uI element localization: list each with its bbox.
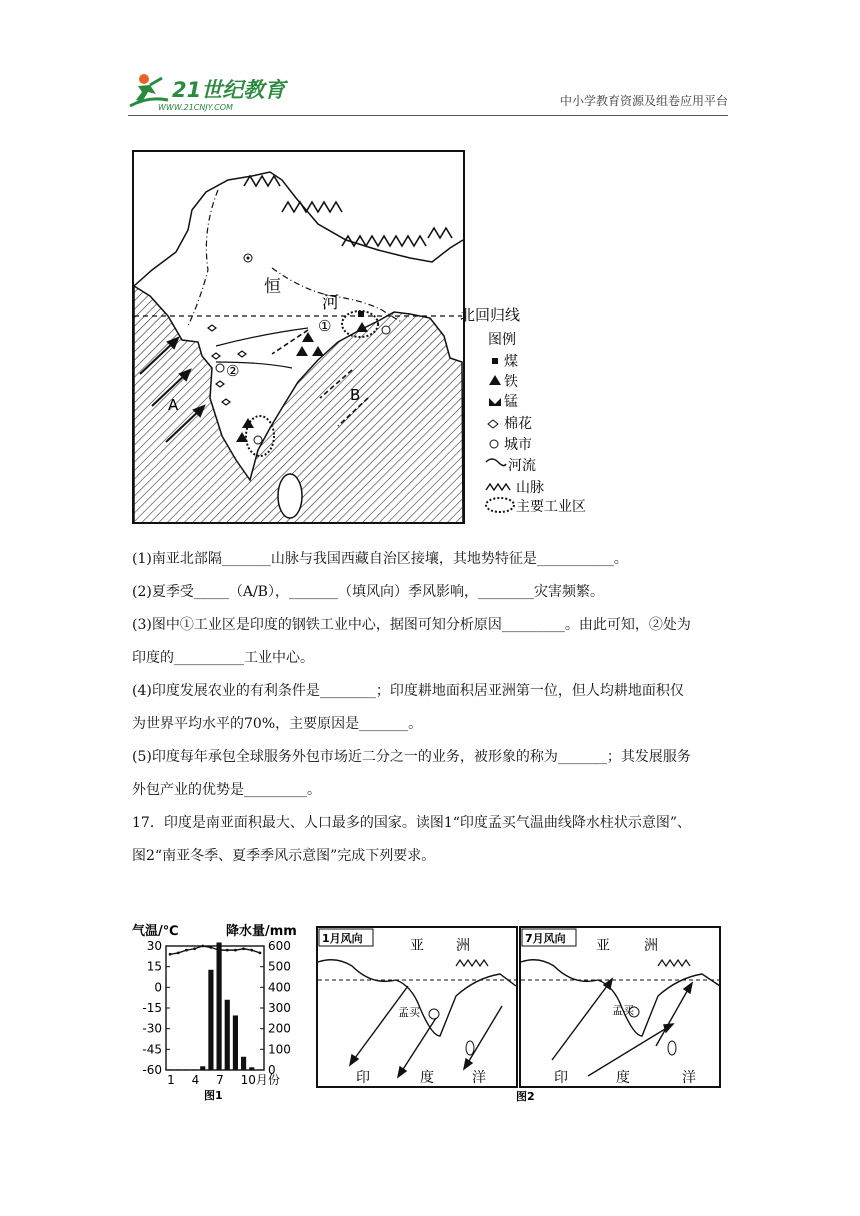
site-logo bbox=[128, 70, 298, 114]
monsoon-maps bbox=[316, 926, 722, 1102]
header-divider bbox=[128, 115, 728, 116]
question-5-line-2: 外包产业的优势是_________。 bbox=[132, 782, 321, 798]
precip-bar-4 bbox=[192, 1069, 197, 1070]
precip-bar-1 bbox=[168, 1069, 173, 1070]
jan-city-label: 孟买 bbox=[398, 1006, 420, 1019]
temp-tick-label: -30 bbox=[142, 1021, 162, 1036]
temperature-line bbox=[170, 946, 260, 954]
precip-axis-label: 降水量/mm bbox=[226, 924, 297, 939]
precip-bar-8 bbox=[225, 1000, 230, 1070]
jul-city-label: 孟买 bbox=[612, 1004, 634, 1017]
page-header bbox=[128, 64, 728, 116]
temperature-point-5 bbox=[201, 945, 204, 948]
temperature-point-1 bbox=[169, 953, 172, 956]
temperature-point-11 bbox=[250, 949, 253, 952]
january-map bbox=[317, 927, 517, 1087]
month-label: 10月份 bbox=[240, 1073, 280, 1087]
legend-coal: 煤 bbox=[504, 354, 518, 370]
precip-tick-label: 0 bbox=[268, 1063, 276, 1077]
july-map bbox=[520, 927, 720, 1087]
runner-icon bbox=[130, 74, 168, 106]
precip-tick-label: 100 bbox=[268, 1042, 291, 1057]
temperature-point-4 bbox=[193, 947, 196, 950]
jan-mumbai-symbol bbox=[429, 1009, 439, 1019]
map-legend bbox=[486, 332, 586, 515]
temp-tick-label: 15 bbox=[146, 959, 162, 974]
legend-cotton: 棉花 bbox=[504, 416, 532, 432]
temp-tick-label: 0 bbox=[154, 980, 162, 995]
legend-industrial: 主要工业区 bbox=[516, 499, 586, 515]
precip-tick-label: 600 bbox=[268, 939, 291, 953]
figure-2-caption: 图2 bbox=[516, 1090, 535, 1102]
legend-river: 河流 bbox=[508, 458, 536, 474]
plot-frame bbox=[166, 946, 264, 1070]
tropic-label: 北回归线 bbox=[460, 306, 521, 324]
jul-ocean-1: 印 bbox=[554, 1070, 568, 1086]
temperature-point-2 bbox=[177, 951, 180, 954]
legend-city: 城市 bbox=[504, 437, 532, 453]
jan-ocean-2: 度 bbox=[420, 1070, 434, 1086]
platform-name: 中小学教育资源及组卷应用平台 bbox=[559, 94, 728, 108]
question-4-line-1: (4)印度发展农业的有利条件是________；印度耕地面积居亚洲第一位，但人均耕地面积仅 bbox=[132, 683, 684, 699]
jul-ocean-3: 洋 bbox=[682, 1070, 696, 1086]
question-5-line-1: (5)印度每年承包全球服务外包市场近二分之一的业务，被形象的称为_______；其发展服务 bbox=[132, 749, 691, 765]
legend-mountain: 山脉 bbox=[516, 480, 544, 496]
temp-tick-label: 30 bbox=[146, 939, 162, 953]
precip-bar-3 bbox=[184, 1069, 189, 1070]
question-3-line-2: 印度的__________工业中心。 bbox=[132, 650, 314, 666]
precip-tick-label: 400 bbox=[268, 980, 291, 995]
question-17-line-1: 17．印度是南亚面积最大、人口最多的国家。读图1“印度孟买气温曲线降水柱状示意图”、 bbox=[132, 815, 692, 831]
legend-title: 图例 bbox=[488, 332, 516, 348]
south-asia-map bbox=[132, 150, 612, 526]
arrow-b-label: B bbox=[350, 386, 361, 404]
figure-1-caption: 图1 bbox=[204, 1089, 223, 1102]
precip-bar-5 bbox=[200, 1066, 205, 1070]
precip-bar-12 bbox=[257, 1069, 262, 1070]
precip-bar-2 bbox=[176, 1069, 181, 1070]
month-label: 4 bbox=[191, 1073, 200, 1087]
temp-tick-label: -45 bbox=[142, 1042, 162, 1057]
question-2: (2)夏季受_____（A/B），_______（填风向）季风影响，________灾害频繁。 bbox=[132, 584, 604, 600]
temperature-point-6 bbox=[210, 946, 213, 949]
temperature-point-7 bbox=[218, 949, 221, 952]
question-3-line-1: (3)图中①工业区是印度的钢铁工业中心，据图可知分析原因_________。由此可知，②处为 bbox=[132, 617, 691, 633]
precip-tick-label: 300 bbox=[268, 1001, 291, 1015]
temperature-point-3 bbox=[185, 949, 188, 952]
temp-axis-label: 气温/℃ bbox=[132, 924, 179, 939]
precip-bar-10 bbox=[241, 1057, 246, 1070]
temperature-point-12 bbox=[259, 951, 262, 954]
precip-bar-9 bbox=[233, 1015, 238, 1070]
jul-ocean-2: 度 bbox=[616, 1070, 630, 1086]
question-4-line-2: 为世界平均水平的70%，主要原因是_______。 bbox=[132, 716, 423, 732]
temp-tick-label: -15 bbox=[142, 1001, 162, 1015]
marker-2: ② bbox=[226, 362, 240, 380]
arrow-a-label: A bbox=[168, 396, 179, 414]
city-symbol bbox=[216, 364, 224, 372]
jan-asia-1: 亚 bbox=[410, 938, 424, 954]
logo-text: 21世纪教育 bbox=[172, 78, 286, 102]
temp-tick-label: -60 bbox=[142, 1063, 162, 1077]
temperature-point-8 bbox=[226, 949, 229, 952]
precip-tick-label: 500 bbox=[268, 959, 291, 974]
legend-manganese: 锰 bbox=[504, 394, 518, 410]
ganges-label-1: 恒 bbox=[264, 277, 281, 297]
jan-ocean-1: 印 bbox=[356, 1070, 370, 1086]
jan-label: 1月风向 bbox=[322, 932, 363, 945]
jan-asia-2: 洲 bbox=[456, 938, 470, 954]
climate-chart bbox=[130, 922, 310, 1102]
month-label: 7 bbox=[216, 1073, 224, 1087]
question-1: (1)南亚北部隔_______山脉与我国西藏自治区接壤，其地势特征是___________。 bbox=[132, 551, 628, 567]
jul-asia-1: 亚 bbox=[596, 938, 610, 954]
city-symbol bbox=[382, 326, 390, 334]
precip-bar-6 bbox=[208, 970, 213, 1070]
jan-ocean-3: 洋 bbox=[472, 1070, 486, 1086]
month-label: 1 bbox=[167, 1073, 175, 1087]
legend-iron: 铁 bbox=[504, 374, 518, 390]
jul-asia-2: 洲 bbox=[644, 938, 658, 954]
jul-label: 7月风向 bbox=[525, 932, 566, 945]
precip-bar-11 bbox=[249, 1067, 254, 1070]
temperature-point-9 bbox=[234, 949, 237, 952]
temperature-point-10 bbox=[242, 947, 245, 950]
coal-symbol bbox=[358, 311, 364, 317]
precip-bar-7 bbox=[217, 942, 222, 1070]
question-17-line-2: 图2“南亚冬季、夏季季风示意图”完成下列要求。 bbox=[132, 848, 436, 864]
city-symbol bbox=[254, 436, 262, 444]
logo-url: WWW.21CNJY.COM bbox=[158, 103, 233, 112]
precip-tick-label: 200 bbox=[268, 1021, 291, 1036]
ganges-label-2: 河 bbox=[322, 293, 339, 313]
question-block bbox=[132, 543, 736, 873]
sri-lanka bbox=[278, 474, 302, 518]
marker-1: ① bbox=[318, 317, 332, 335]
